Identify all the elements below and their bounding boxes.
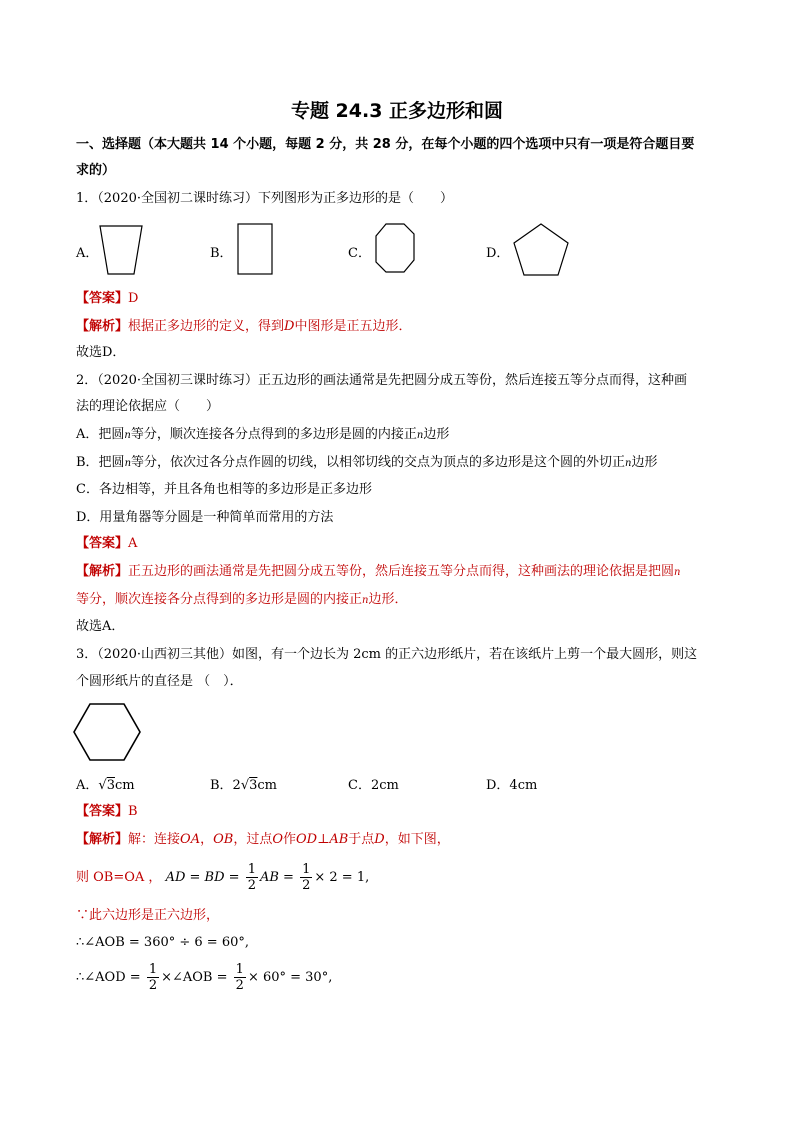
q1-conclusion: 故选D． [76,345,126,360]
q1-option-a: A． [76,246,99,261]
q2-option-c: C．各边相等，并且各角也相等的多边形是正多边形 [76,482,372,497]
irregular-octagon-figure [374,222,416,274]
q3-option-c: C．2cm [348,778,399,793]
q2-option-a: A．把圆n等分，顺次连接各分点得到的多边形是圆的内接正n边形 [76,427,450,442]
q3-stem: 3．（2020·山西初三其他）如图，有一个边长为 2cm 的正六边形纸片，若在该纸片上剪一个最大圆形，则这 [76,647,698,662]
regular-pentagon-figure [512,222,570,278]
q1-stem: 1．（2020·全国初二课时练习）下列图形为正多边形的是（ ） [76,191,453,206]
q3-equation-line: 则 OB=OA ， AD = BD = $\frac{1}{2}$ AB = $\frac{1}{2}$ × 2 = 1, [76,862,370,893]
q3-stem-cont: 个圆形纸片的直径是 （ ）． [76,674,243,689]
q2-answer: 【答案】A [76,536,138,551]
fraction-half: $\frac{1}{2}$ [235,962,244,993]
page-title: 专题 24.3 正多边形和圆 [290,100,504,122]
q3-option-d: D．4cm [486,778,538,793]
q1-option-d: D． [486,246,510,261]
q2-analysis: 【解析】正五边形的画法通常是先把圆分成五等份，然后连接五等分点而得，这种画法的理论依据是把圆n [76,564,681,579]
fraction-half: $\frac{1}{2}$ [302,862,311,893]
regular-hexagon-figure [72,702,142,762]
fraction-half: $\frac{1}{2}$ [148,962,158,993]
section-heading-cont: 求的） [76,163,116,178]
q3-angle-aod: ∴∠AOD = $\frac{1}{2}$ ×∠AOB = $\frac{1}{2}$ × 60° = 30°, [76,962,333,993]
q3-because: ∵此六边形是正六边形， [76,908,220,923]
section-heading: 一、选择题（本大题共 14 个小题，每题 2 分，共 28 分，在每个小题的四个选项中只有一项是符合题目要 [76,137,695,152]
q1-answer: 【答案】D [76,291,139,306]
q3-option-a: A．√3cm [76,778,135,793]
q2-option-d: D．用量角器等分圆是一种简单而常用的方法 [76,510,334,525]
q2-stem: 2．（2020·全国初三课时练习）正五边形的画法通常是先把圆分成五等份，然后连接五等分点而得，这种画 [76,373,687,388]
q1-option-c: C． [348,246,371,261]
q3-option-b: B．2√3cm [210,778,278,793]
fraction-half: $\frac{1}{2}$ [247,862,256,893]
q3-answer: 【答案】B [76,804,138,819]
rectangle-figure [236,222,274,276]
q2-stem-cont: 法的理论依据应（ ） [76,399,220,414]
q2-option-b: B．把圆n等分，依次过各分点作圆的切线，以相邻切线的交点为顶点的多边形是这个圆的外切正n边形 [76,455,658,470]
q1-option-b: B． [210,246,233,261]
trapezoid-figure [98,224,144,276]
q3-angle-aob: ∴∠AOB = 360° ÷ 6 = 60°, [76,935,249,950]
q3-analysis: 【解析】解：连接OA，OB，过点O作OD⊥AB于点D，如下图， [76,832,450,847]
q2-conclusion: 故选A． [76,619,125,634]
q2-analysis-cont: 等分，顺次连接各分点得到的多边形是圆的内接正n边形． [76,592,408,607]
q1-analysis: 【解析】根据正多边形的定义，得到D中图形是正五边形． [76,319,412,334]
